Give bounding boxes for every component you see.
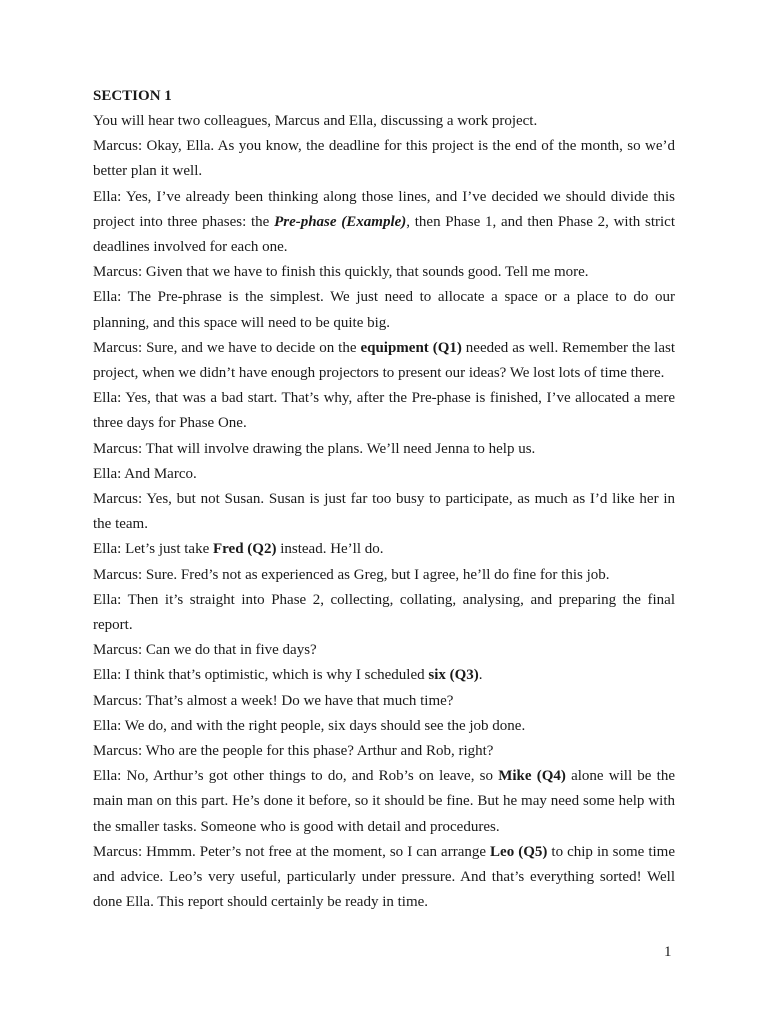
paragraph-text: Marcus: Can we do that in five days? [93, 642, 317, 659]
paragraph-text: Ella: No, Arthur’s got other things to do, and Rob’s on leave, so [93, 768, 499, 785]
paragraph-text: alone will be the main man on this part. He’s done it before, so it should be fine. But he may need some help with the smaller tasks. Someone who is good with detail and procedures. [93, 768, 675, 835]
transcript-paragraph [93, 260, 675, 285]
paragraph-text: Ella: Let’s just take [93, 541, 213, 558]
paragraph-text: Ella: I think that’s optimistic, which is why I scheduled [93, 667, 429, 684]
paragraph-text: Ella: We do, and with the right people, six days should see the job done. [93, 717, 526, 734]
transcript-paragraph [93, 336, 675, 386]
transcript-paragraph [93, 437, 675, 462]
emphasized-answer-text: Mike (Q4) [498, 768, 566, 785]
paragraph-text: You will hear two colleagues, Marcus and Ella, discussing a work project. [93, 113, 538, 129]
paragraph-text: Ella: Then it’s straight into Phase 2, collecting, collating, analysing, and preparing the final report. [93, 591, 675, 634]
transcript-paragraph [93, 563, 675, 588]
section-heading: SECTION 1 [93, 88, 172, 104]
transcript-paragraph [93, 840, 675, 916]
paragraph-text: . [478, 667, 483, 684]
paragraph-text: Marcus: That’s almost a week! Do we have that much time? [93, 692, 454, 709]
paragraph-text: Ella: The Pre-phrase is the simplest. We just need to allocate a space or a place to do our planning, and this space will need to be quite big. [93, 289, 675, 331]
transcript-paragraph [93, 663, 675, 688]
emphasized-answer-text: Fred (Q2) [212, 541, 277, 558]
transcript-paragraph [93, 386, 675, 436]
transcript-paragraph [93, 588, 675, 638]
paragraph-text: Marcus: Yes, but not Susan. Susan is just far too busy to participate, as much as I’d like her in the team. [93, 491, 675, 533]
transcript-body [93, 109, 675, 916]
paragraph-text: Marcus: Okay, Ella. As you know, the deadline for this project is the end of the month, so we’d better plan it well. [93, 138, 675, 180]
transcript-paragraph [93, 109, 675, 134]
paragraph-text: , then Phase 1, and then Phase 2, with strict deadlines involved for each one. [93, 213, 675, 256]
transcript-paragraph [93, 638, 675, 663]
paragraph-text: Marcus: That will involve drawing the plans. We’ll need Jenna to help us. [93, 440, 536, 457]
emphasized-answer-text: Leo (Q5) [490, 843, 548, 860]
transcript-paragraph [93, 764, 675, 840]
paragraph-text: instead. He’ll do. [276, 541, 384, 558]
paragraph-text: Ella: And Marco. [93, 465, 197, 482]
transcript-paragraph [93, 487, 675, 537]
transcript-paragraph [93, 739, 675, 764]
paragraph-text: to chip in some time and advice. Leo’s very useful, particularly under pressure. And that’s everything sorted! Well done Ella. This report should certainly be ready in time. [93, 843, 675, 911]
paragraph-text: Marcus: Who are the people for this phase? Arthur and Rob, right? [93, 743, 494, 760]
paragraph-text: needed as well. Remember the last project, when we didn’t have enough projectors to present our ideas? We lost lots of time there. [93, 339, 676, 382]
paragraph-text: Marcus: Hmmm. Peter’s not free at the moment, so I can arrange [93, 843, 491, 860]
transcript-paragraph [93, 714, 675, 739]
paragraph-text: Marcus: Sure. Fred’s not as experienced as Greg, but I agree, he’ll do fine for this job. [93, 566, 610, 583]
emphasized-answer-text: six (Q3) [428, 667, 479, 684]
transcript-paragraph [93, 134, 675, 184]
page-number: 1 [664, 944, 672, 960]
document-page [93, 84, 675, 916]
transcript-paragraph [93, 689, 675, 714]
paragraph-text: Marcus: Given that we have to finish this quickly, that sounds good. Tell me more. [93, 264, 589, 281]
paragraph-text: Ella: Yes, that was a bad start. That’s why, after the Pre-phase is finished, I’ve allocated a mere three days for Phase One. [93, 390, 675, 432]
emphasized-answer-text: Pre-phase (Example) [274, 213, 407, 230]
transcript-paragraph [93, 537, 675, 562]
transcript-paragraph [93, 285, 675, 335]
paragraph-text: Ella: Yes, I’ve already been thinking along those lines, and I’ve decided we should divide this project into three phases: the [93, 188, 675, 230]
emphasized-answer-text: equipment (Q1) [360, 339, 462, 356]
paragraph-text: Marcus: Sure, and we have to decide on the [93, 339, 361, 356]
transcript-paragraph [93, 462, 675, 487]
transcript-paragraph [93, 185, 675, 261]
